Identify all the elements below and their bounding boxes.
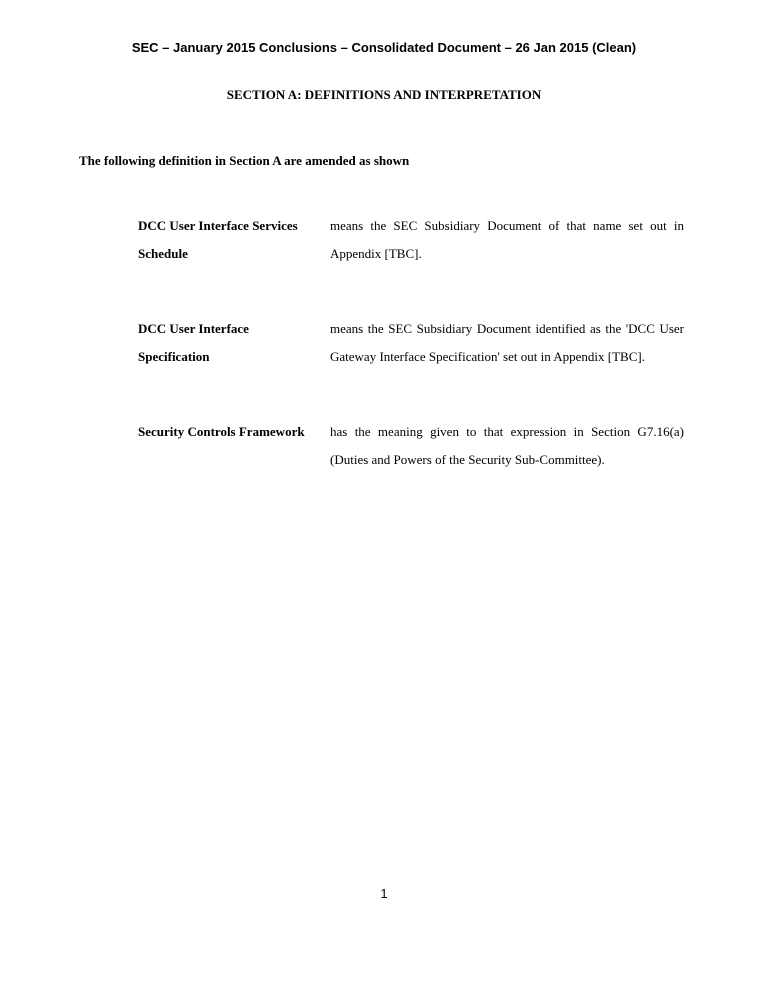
page-header: SEC – January 2015 Conclusions – Consolidated Document – 26 Jan 2015 (Clean) bbox=[131, 40, 637, 55]
definition-term: DCC User Interface Services Schedule bbox=[138, 218, 298, 261]
definition-meaning: means the SEC Subsidiary Document of that name set out in Appendix [TBC]. bbox=[330, 218, 684, 261]
definition-meaning: means the SEC Subsidiary Document identified as the 'DCC User Gateway Interface Specification' set out in Appendix [TBC]. bbox=[330, 321, 684, 364]
page-number: 1 bbox=[380, 886, 388, 901]
definition-row bbox=[138, 418, 684, 474]
definition-row bbox=[138, 315, 684, 371]
definition-meaning: has the meaning given to that expression in Section G7.16(a) (Duties and Powers of the Security Sub-Committee). bbox=[330, 424, 684, 467]
section-title: SECTION A: DEFINITIONS AND INTERPRETATION bbox=[226, 87, 542, 102]
definition-row bbox=[138, 212, 684, 268]
definition-term: Security Controls Framework bbox=[138, 424, 305, 439]
intro-paragraph: The following definition in Section A are amended as shown bbox=[79, 153, 410, 168]
definition-term: DCC User Interface Specification bbox=[138, 321, 249, 364]
definitions-list bbox=[138, 212, 684, 521]
